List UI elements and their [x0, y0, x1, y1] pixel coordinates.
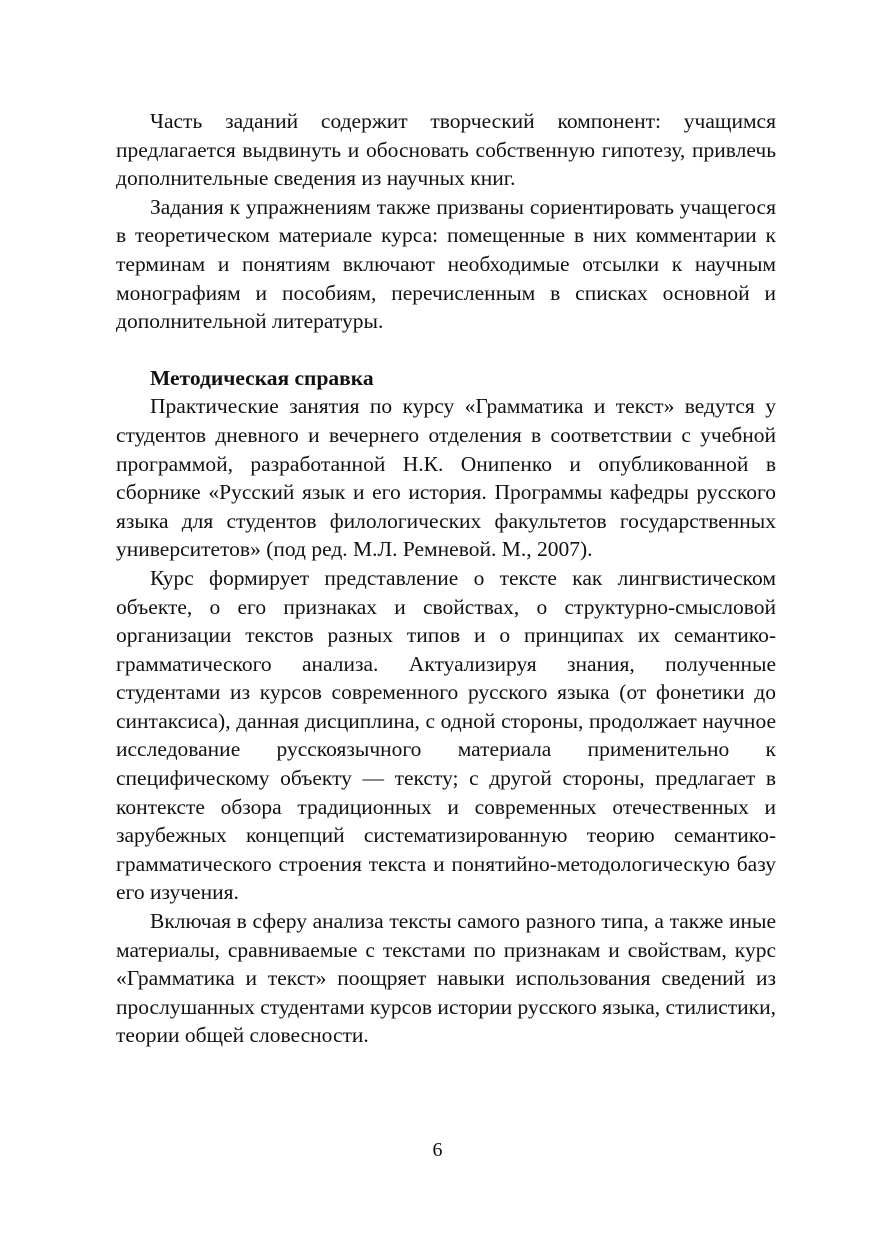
paragraph-analysis-scope: Включая в сферу анализа тексты самого разного типа, а также иные материалы, сравниваемые с текстами по признакам и свойствам, курс «Грамматика и текст» поощряет навыки использования сведений из прослушанных студентами курсов истории русского языка, стилистики, теории общей словесности.	[116, 909, 776, 1048]
body-text	[116, 107, 776, 1050]
paragraph-creative-component: Часть заданий содержит творческий компонент: учащимся предлагается выдвинуть и обосновать собственную гипотезу, привлечь дополнительные сведения из научных книг.	[116, 109, 776, 191]
page-number: 6	[432, 1139, 443, 1161]
paragraph-practical-classes: Практические занятия по курсу «Грамматика и текст» ведутся у студентов дневного и вечернего отделения в соответствии с учебной программой, разработанной Н.К. Онипенко и опубликованной в сборнике «Русский язык и его история. Программы кафедры русского языка для студентов филологических факультетов государственных университетов» (под ред. М.Л. Ремневой. М., 2007).	[116, 394, 776, 562]
paragraph-exercise-tasks: Задания к упражнениям также призваны сориентировать учащегося в теоретическом материале курса: помещенные в них комментарии к терминам и понятиям включают необходимые отсылки к научным монографиям и пособиям, перечисленным в списках основной и дополнительной литературы.	[116, 194, 776, 334]
paragraph-course-overview: Курс формирует представление о тексте как лингвистическом объекте, о его признаках и свойствах, о структурно-смысловой организации текстов разных типов и о принципах их семантико-грамматического анализа. Актуализируя знания, полученные студентами из курсов современного русского языка (от фонетики до синтаксиса), данная дисциплина, с одной стороны, продолжает научное исследование русскоязычного материала применительно к специфическому объекту — тексту; с другой стороны, предлагает в контексте обзора традиционных и современных отечественных и зарубежных концепций систематизированную теорию семантико-грамматического строения текста и понятийно-методологическую базу его изучения.	[116, 565, 776, 905]
section-heading: Методическая справка	[150, 365, 374, 390]
